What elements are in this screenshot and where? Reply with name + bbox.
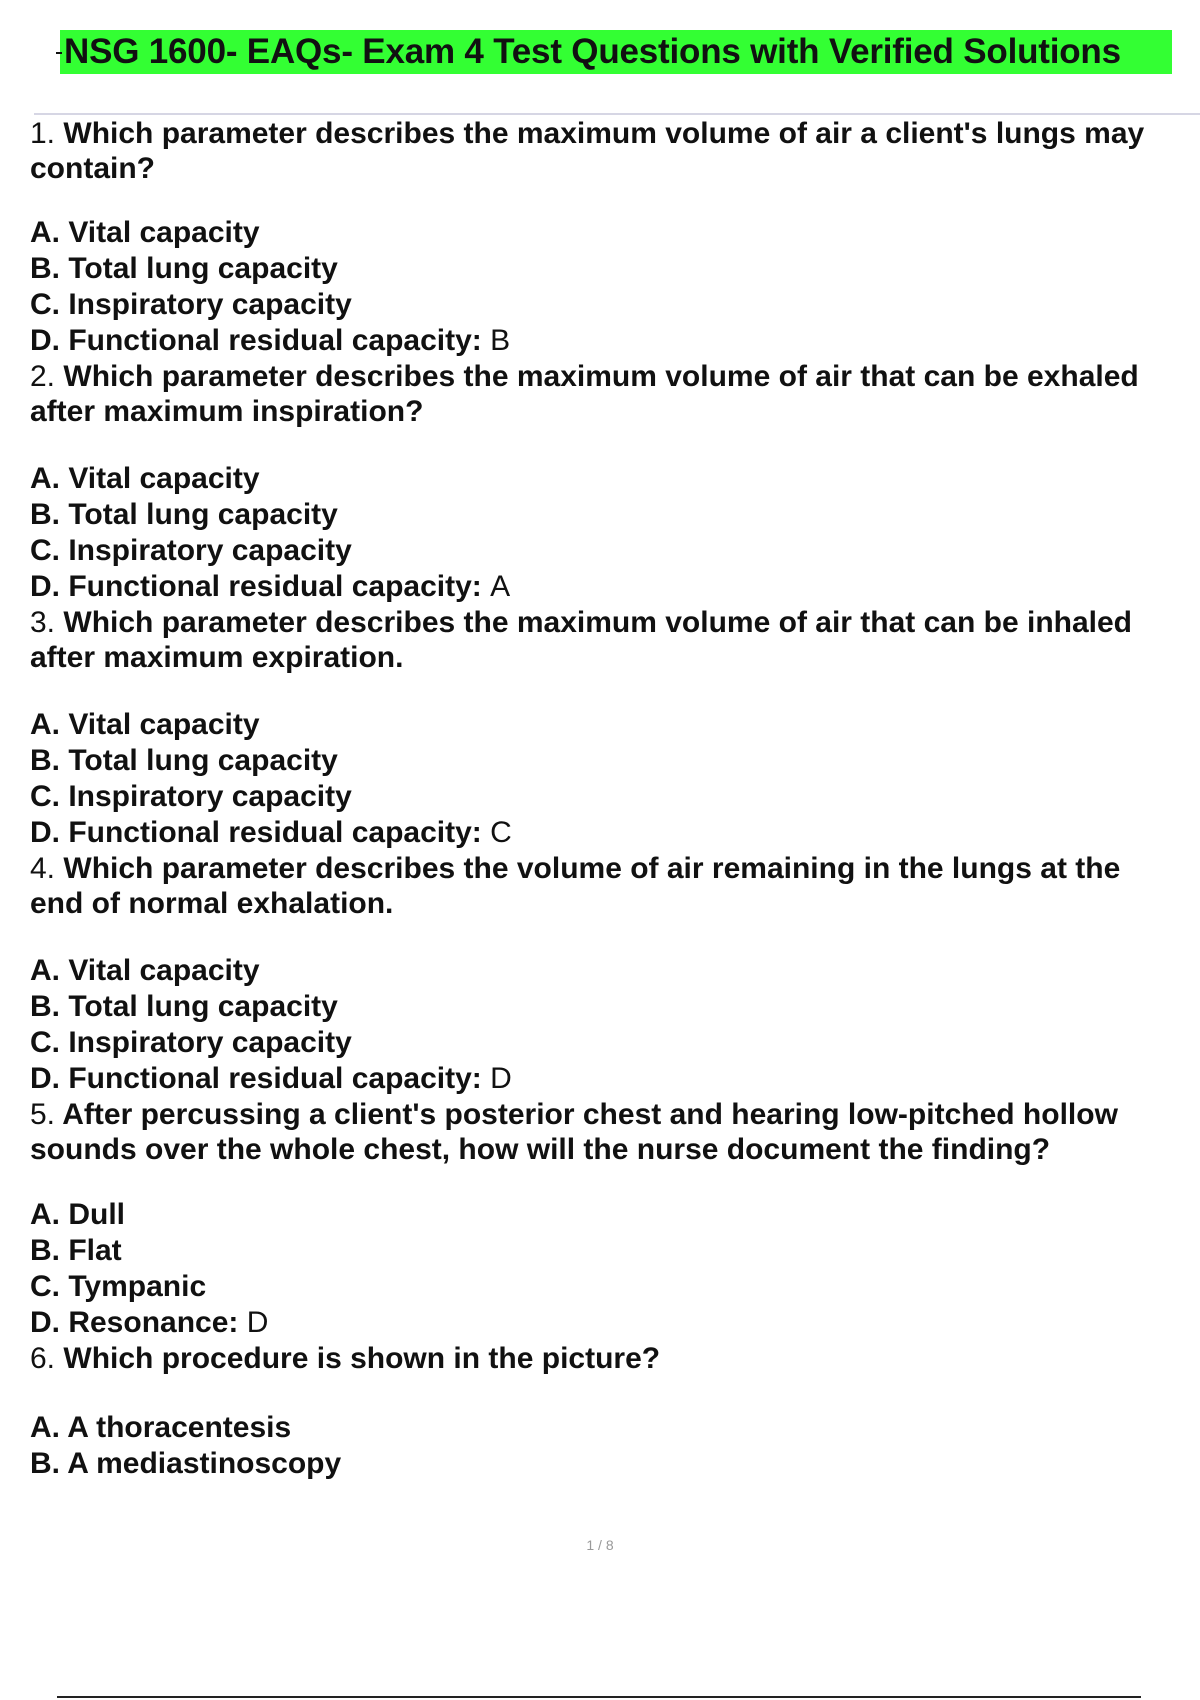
option-c: C. Tympanic (30, 1270, 207, 1303)
question-line-1: Which parameter describes the maximum volume of air that can be exhaled (63, 360, 1139, 393)
answer-options (30, 1197, 1200, 1341)
question-number: 1. (30, 117, 56, 150)
answer-options (30, 215, 1200, 359)
question-line-2: contain? (30, 152, 155, 185)
answer-options (30, 953, 1200, 1097)
option-a: A. Vital capacity (30, 708, 260, 741)
option-d-label: D. Functional residual capacity: (30, 816, 482, 849)
option-d (30, 1061, 1200, 1097)
title-divider (34, 113, 1200, 115)
answer-options (30, 1410, 1200, 1482)
option-b: B. Total lung capacity (30, 498, 338, 531)
option-d-label: D. Resonance: (30, 1306, 239, 1339)
question-list (30, 116, 1200, 1482)
correct-answer: C (490, 816, 512, 849)
question-4 (30, 851, 1200, 1097)
question-text (30, 116, 1200, 186)
option-c: C. Inspiratory capacity (30, 780, 352, 813)
option-c: C. Inspiratory capacity (30, 534, 352, 567)
question-number: 3. (30, 606, 56, 639)
option-a: A. Vital capacity (30, 216, 260, 249)
question-line-2: end of normal exhalation. (30, 887, 394, 920)
correct-answer: D (246, 1306, 269, 1339)
title-mark (56, 52, 62, 54)
option-b: B. Total lung capacity (30, 990, 338, 1023)
question-line-1: After percussing a client's posterior chest and hearing low-pitched hollow (62, 1098, 1118, 1131)
option-d-label: D. Functional residual capacity: (30, 1062, 482, 1095)
question-text (30, 851, 1200, 921)
question-line-1: Which procedure is shown in the picture? (63, 1342, 661, 1375)
question-1 (30, 116, 1200, 359)
correct-answer: B (490, 324, 511, 357)
option-b: B. Total lung capacity (30, 252, 338, 285)
question-line-1: Which parameter describes the volume of air remaining in the lungs at the (63, 852, 1121, 885)
question-text (30, 605, 1200, 675)
document-title: NSG 1600- EAQs- Exam 4 Test Questions with Verified Solutions (64, 32, 1121, 71)
option-b: B. Flat (30, 1234, 122, 1267)
document-title-highlight (60, 30, 1172, 74)
option-d-label: D. Functional residual capacity: (30, 324, 482, 357)
question-number: 4. (30, 852, 56, 885)
question-number: 5. (30, 1098, 56, 1131)
option-b: B. A mediastinoscopy (30, 1447, 342, 1480)
option-a: A. Vital capacity (30, 462, 260, 495)
correct-answer: A (490, 570, 511, 603)
answer-options (30, 461, 1200, 605)
correct-answer: D (490, 1062, 512, 1095)
question-line-2: after maximum inspiration? (30, 395, 424, 428)
answer-options (30, 707, 1200, 851)
question-line-2: after maximum expiration. (30, 641, 404, 674)
question-number: 6. (30, 1342, 56, 1375)
question-5 (30, 1097, 1200, 1341)
question-line-1: Which parameter describes the maximum volume of air a client's lungs may (63, 117, 1145, 150)
question-6 (30, 1341, 1200, 1482)
question-text (30, 1341, 1200, 1376)
question-2 (30, 359, 1200, 605)
option-d-label: D. Functional residual capacity: (30, 570, 482, 603)
question-text (30, 1097, 1200, 1167)
option-d (30, 323, 1200, 359)
option-c: C. Inspiratory capacity (30, 288, 352, 321)
option-c: C. Inspiratory capacity (30, 1026, 352, 1059)
option-d (30, 1305, 1200, 1341)
option-d (30, 569, 1200, 605)
option-a: A. A thoracentesis (30, 1411, 292, 1444)
page-number: 1 / 8 (586, 1537, 614, 1553)
option-d (30, 815, 1200, 851)
option-b: B. Total lung capacity (30, 744, 338, 777)
question-line-2: sounds over the whole chest, how will the nurse document the finding? (30, 1133, 1051, 1166)
option-a: A. Dull (30, 1198, 125, 1231)
question-text (30, 359, 1200, 429)
option-a: A. Vital capacity (30, 954, 260, 987)
footer-divider (57, 1696, 1141, 1698)
question-number: 2. (30, 360, 56, 393)
question-line-1: Which parameter describes the maximum volume of air that can be inhaled (63, 606, 1133, 639)
question-3 (30, 605, 1200, 851)
